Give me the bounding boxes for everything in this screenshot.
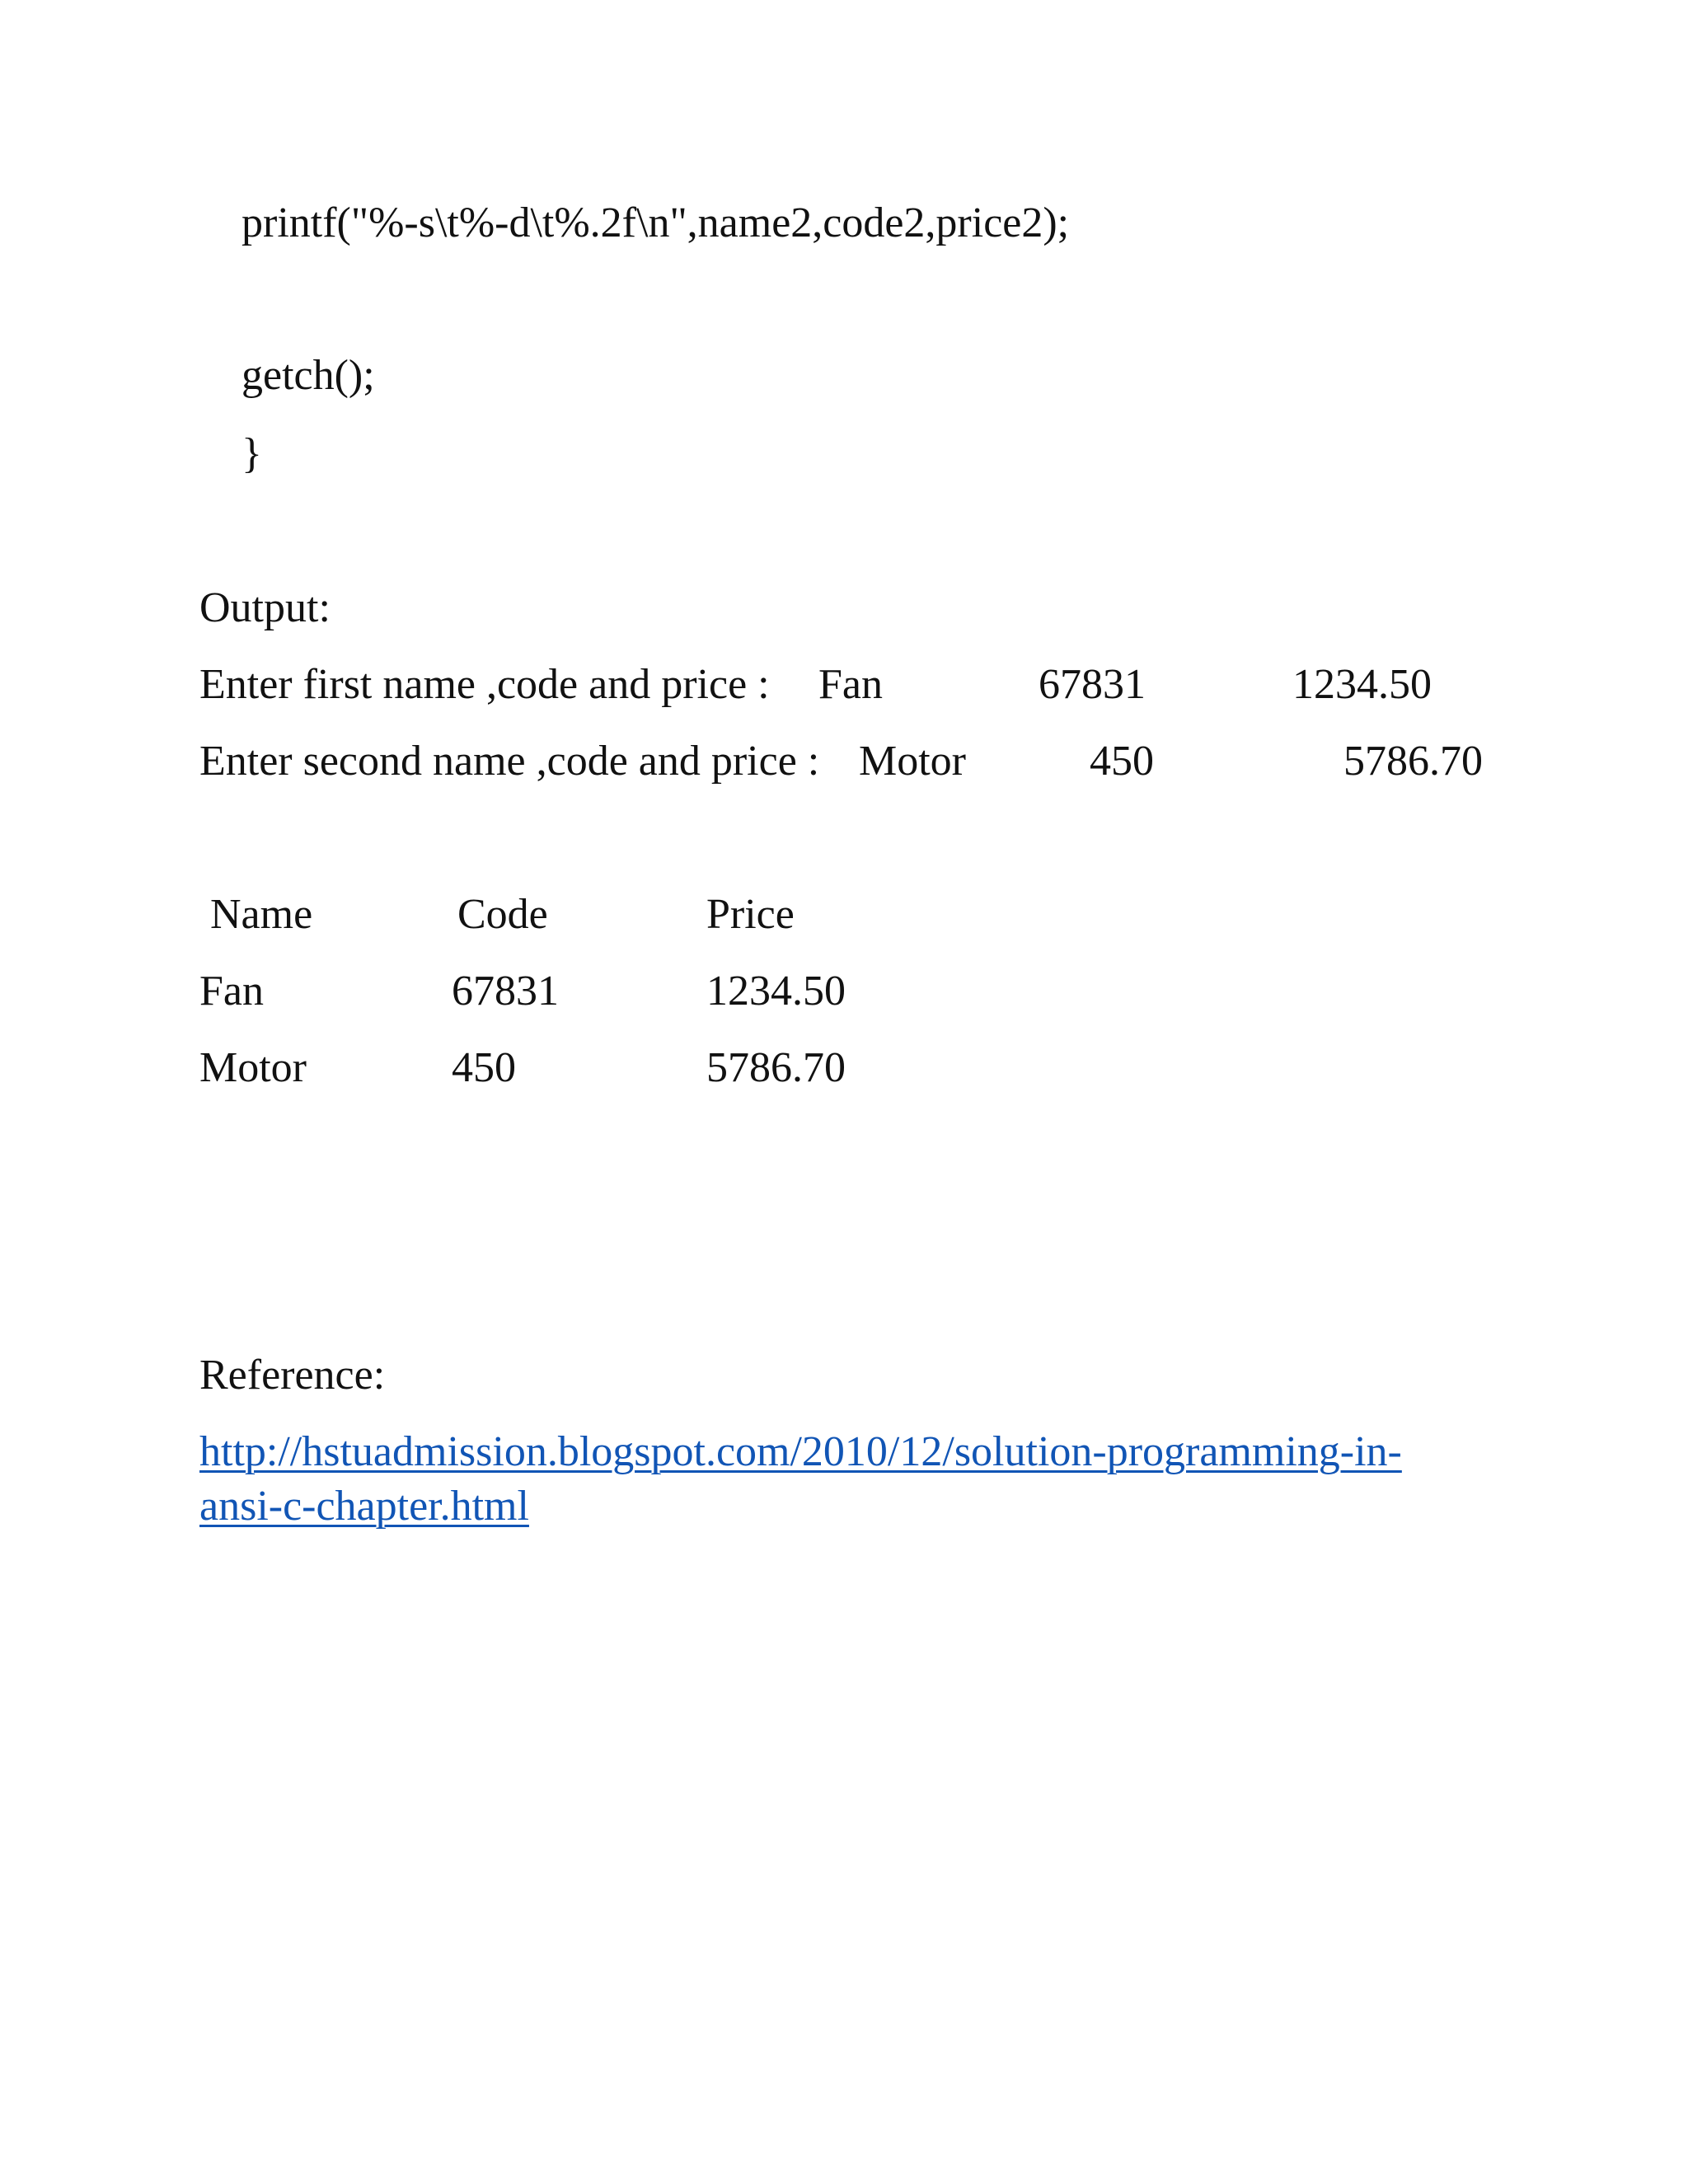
cell-price: 5786.70 (706, 1044, 846, 1091)
prompt-price: 5786.70 (1343, 738, 1483, 785)
prompt-label: Enter second name ,code and price : (199, 738, 820, 785)
prompt-code: 450 (1090, 738, 1154, 785)
code-closing-brace: } (241, 430, 262, 477)
header-price: Price (706, 891, 795, 938)
prompt-label: Enter first name ,code and price : (199, 661, 770, 708)
output-heading: Output: (199, 584, 331, 631)
cell-price: 1234.50 (706, 968, 846, 1015)
prompt-price: 1234.50 (1292, 661, 1432, 708)
header-name: Name (210, 891, 313, 938)
code-getch-line: getch(); (241, 352, 375, 399)
code-printf-line: printf("%-s\t%-d\t%.2f\n",name2,code2,price2); (241, 199, 1070, 246)
prompt-name: Fan (818, 661, 883, 708)
prompt-name: Motor (859, 738, 966, 785)
reference-link-line-2[interactable]: ansi-c-chapter.html (199, 1483, 529, 1530)
reference-heading: Reference: (199, 1352, 386, 1399)
cell-name: Fan (199, 968, 264, 1015)
header-code: Code (457, 891, 548, 938)
cell-code: 450 (452, 1044, 516, 1091)
reference-link-line-1[interactable]: http://hstuadmission.blogspot.com/2010/12/solution-programming-in- (199, 1428, 1402, 1475)
cell-name: Motor (199, 1044, 307, 1091)
prompt-code: 67831 (1039, 661, 1146, 708)
cell-code: 67831 (452, 968, 559, 1015)
